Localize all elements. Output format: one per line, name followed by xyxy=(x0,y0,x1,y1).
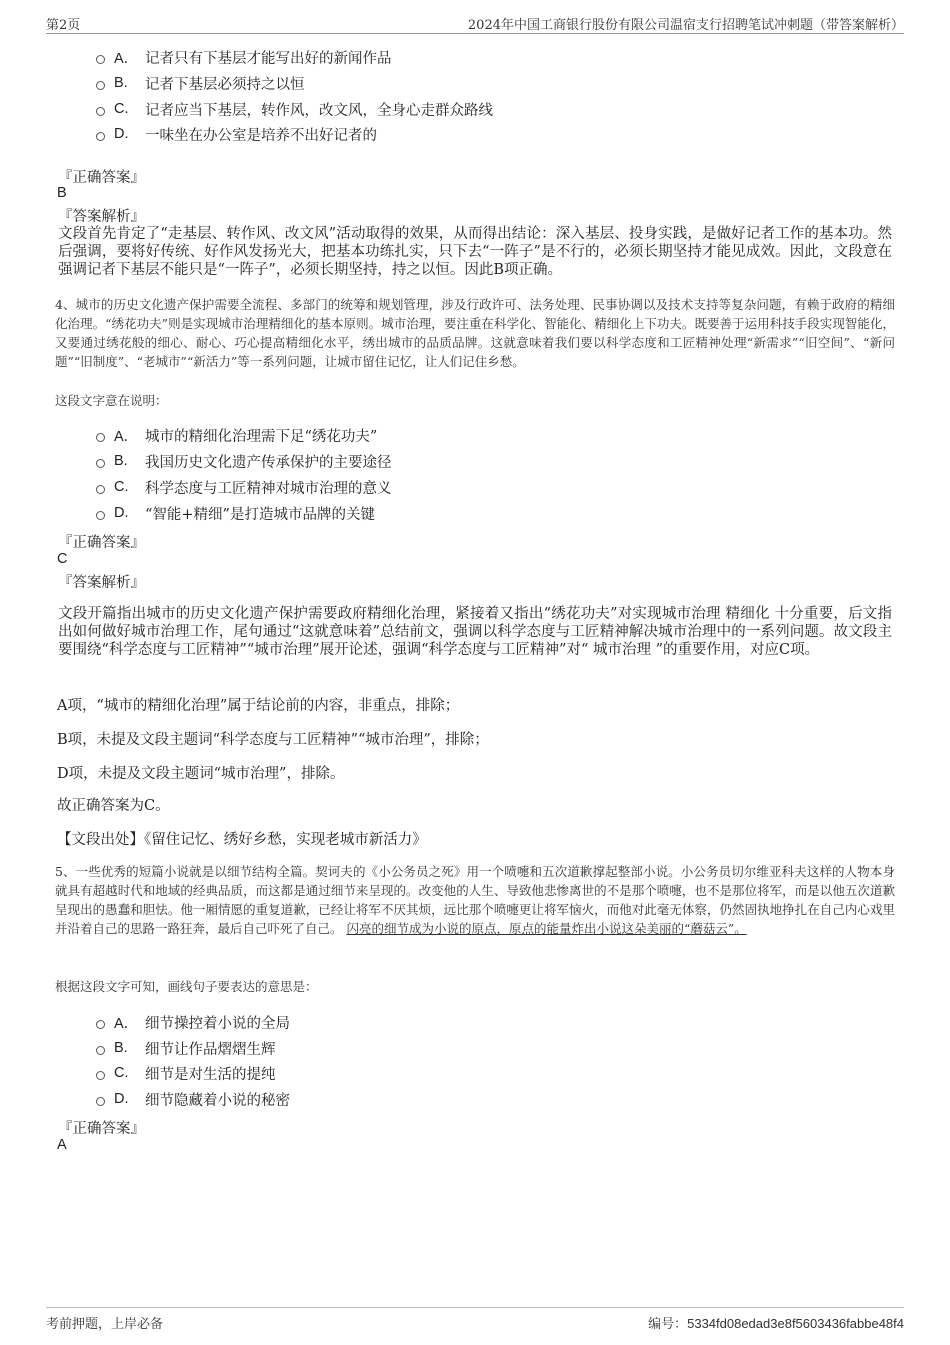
q5-option-c[interactable] xyxy=(96,1062,276,1084)
option-text: 一味坐在办公室是培养不出好记者的 xyxy=(145,127,377,144)
q4-answer-label: 『正确答案』 xyxy=(58,535,145,551)
q4-prompt: 这段文字意在说明： xyxy=(55,393,168,408)
q5-underlined-sentence: 闪亮的细节成为小说的原点，原点的能量炸出小说这朵美丽的“蘑菇云”。 xyxy=(346,921,747,936)
option-letter: C. xyxy=(114,101,129,117)
q4-option-a[interactable] xyxy=(96,424,377,446)
q5-answer-label: 『正确答案』 xyxy=(58,1121,145,1137)
q4-question-text: 4、城市的历史文化遗产保护需要全流程、多部门的统筹和规划管理，涉及行政许可、法务处理、民事协调以及技术支持等复杂问题，有赖于政府的精细化治理。“绣花功夫”则是实现城市治理精细化的基本原则。城市治理，要注重在科学化、智能化、精细化上下功夫。既要善于运用科技手段实现智能化，又要通过绣花般的细心、耐心、巧心提高精细化水平，绣出城市的品质品牌。这就意味着我们要以科学态度和工匠精神处理“新需求”“旧空间”、“新问题”“旧制度”、“老城市”“新活力”等一系列问题，让城市留住记忆，让人们记住乡愁。 xyxy=(55,297,895,369)
q4-option-c[interactable] xyxy=(96,476,392,498)
q5-option-d[interactable] xyxy=(96,1088,290,1110)
option-text: 记者只有下基层才能写出好的新闻作品 xyxy=(145,50,392,67)
footer-divider xyxy=(46,1307,904,1308)
q4-option-b[interactable] xyxy=(96,450,392,472)
option-letter: B. xyxy=(114,1040,128,1056)
q5-prompt: 根据这段文字可知，画线句子要表达的意思是： xyxy=(55,979,318,994)
header-divider xyxy=(46,33,904,34)
q4-conclusion: 故正确答案为C。 xyxy=(57,798,170,814)
radio-icon[interactable] xyxy=(96,459,105,468)
option-letter: C. xyxy=(114,479,129,495)
option-letter: D. xyxy=(114,126,129,142)
code-value: 5334fd08edad3e8f5603436fabbe48f4 xyxy=(687,1316,904,1331)
q3-option-c[interactable] xyxy=(96,98,493,120)
footer-slogan: 考前押题，上岸必备 xyxy=(46,1317,164,1332)
option-text: 细节隐藏着小说的秘密 xyxy=(145,1092,290,1109)
option-text: “智能+精细”是打造城市品牌的关键 xyxy=(145,506,375,523)
option-letter: B. xyxy=(114,75,128,91)
radio-icon[interactable] xyxy=(96,433,105,442)
radio-icon[interactable] xyxy=(96,1097,105,1106)
document-code xyxy=(648,1313,904,1332)
option-text: 科学态度与工匠精神对城市治理的意义 xyxy=(145,480,392,497)
q4-analysis-b: B项，未提及文段主题词“科学态度与工匠精神”“城市治理”，排除； xyxy=(57,732,489,748)
q4-option-d[interactable] xyxy=(96,502,375,524)
radio-icon[interactable] xyxy=(96,132,105,141)
radio-icon[interactable] xyxy=(96,81,105,90)
radio-icon[interactable] xyxy=(96,511,105,520)
option-text: 细节是对生活的提纯 xyxy=(145,1066,276,1083)
option-text: 细节让作品熠熠生辉 xyxy=(145,1041,276,1058)
q4-source: 【文段出处】《留住记忆、绣好乡愁，实现老城市新活力》 xyxy=(57,832,427,848)
q4-analysis-d: D项，未提及文段主题词“城市治理”，排除。 xyxy=(57,766,345,782)
radio-icon[interactable] xyxy=(96,107,105,116)
q4-analysis-a: A项，“城市的精细化治理”属于结论前的内容，非重点，排除； xyxy=(57,698,460,714)
option-letter: B. xyxy=(114,453,128,469)
q4-analysis-label: 『答案解析』 xyxy=(58,575,145,591)
q5-question-text xyxy=(55,862,895,938)
q3-answer-label: 『正确答案』 xyxy=(58,170,145,186)
option-letter: D. xyxy=(114,505,129,521)
option-letter: A． xyxy=(114,1015,139,1032)
q5-answer: A xyxy=(57,1137,67,1153)
q3-option-b[interactable] xyxy=(96,72,305,94)
radio-icon[interactable] xyxy=(96,1020,105,1029)
option-text: 细节操控着小说的全局 xyxy=(145,1015,290,1032)
option-text: 城市的精细化治理需下足“绣花功夫” xyxy=(145,428,378,445)
option-letter: A． xyxy=(114,50,139,67)
radio-icon[interactable] xyxy=(96,55,105,64)
code-label: 编号： xyxy=(648,1317,688,1332)
option-letter: D. xyxy=(114,1091,129,1107)
radio-icon[interactable] xyxy=(96,485,105,494)
q3-analysis: 文段首先肯定了“走基层、转作风、改文风”活动取得的效果，从而得出结论：深入基层、投身实践，是做好记者工作的基本功。然后强调，要将好传统、好作风发扬光大，把基本功练扎实，只下去“一阵子”是不行的，必须长期坚持才能见成效。因此，文段意在强调记者下基层不能只是“一阵子”，必须长期坚持，持之以恒。因此B项正确。 xyxy=(58,226,892,278)
q4-answer: C xyxy=(57,551,68,567)
option-letter: A． xyxy=(114,428,139,445)
q4-analysis: 文段开篇指出城市的历史文化遗产保护需要政府精细化治理，紧接着又指出“绣花功夫”对实现城市治理 精细化 十分重要，后文指出如何做好城市治理工作，尾句通过“这就意味着”总结前文，强调以科学态度与工匠精神解决城市治理中的一系列问题。故文段主要围绕“科学态度与工匠精神”“城市治理”展开论述，强调“科学态度与工匠精神”对“ 城市治理 ”的重要作用，对应C项。 xyxy=(58,606,892,658)
radio-icon[interactable] xyxy=(96,1071,105,1080)
q3-analysis-label: 『答案解析』 xyxy=(58,209,145,225)
page-number: 第2页 xyxy=(46,18,81,33)
q5-option-b[interactable] xyxy=(96,1037,276,1059)
option-text: 记者下基层必须持之以恒 xyxy=(145,76,305,93)
q3-option-a[interactable] xyxy=(96,46,392,68)
q5-text-main: 5、一些优秀的短篇小说就是以细节结构全篇。契诃夫的《小公务员之死》用一个喷嚏和五次道歉撑起整部小说。小公务员切尔维亚科夫这样的人物本身就具有超越时代和地域的经典品质，而这都是通过细节来呈现的。改变他的人生、导致他悲惨离世的不是那个喷嚏，也不是那位将军，而是以他五次道歉呈现出的愚蠢和胆怯。他一厢情愿的重复道歉，已经让将军不厌其烦，远比那个喷嚏更让将军恼火，而他对此毫无体察，仍然固执地挣扎在自己内心戏里并沿着自己的思路一路狂奔，最后自己吓死了自己。 xyxy=(55,864,895,936)
q3-option-d[interactable] xyxy=(96,123,377,145)
q5-option-a[interactable] xyxy=(96,1011,290,1033)
option-text: 记者应当下基层，转作风，改文风，全身心走群众路线 xyxy=(145,102,493,119)
radio-icon[interactable] xyxy=(96,1046,105,1055)
option-letter: C. xyxy=(114,1065,129,1081)
option-text: 我国历史文化遗产传承保护的主要途径 xyxy=(145,454,392,471)
document-title: 2024年中国工商银行股份有限公司温宿支行招聘笔试冲刺题（带答案解析） xyxy=(467,18,904,33)
q3-answer: B xyxy=(57,185,67,201)
